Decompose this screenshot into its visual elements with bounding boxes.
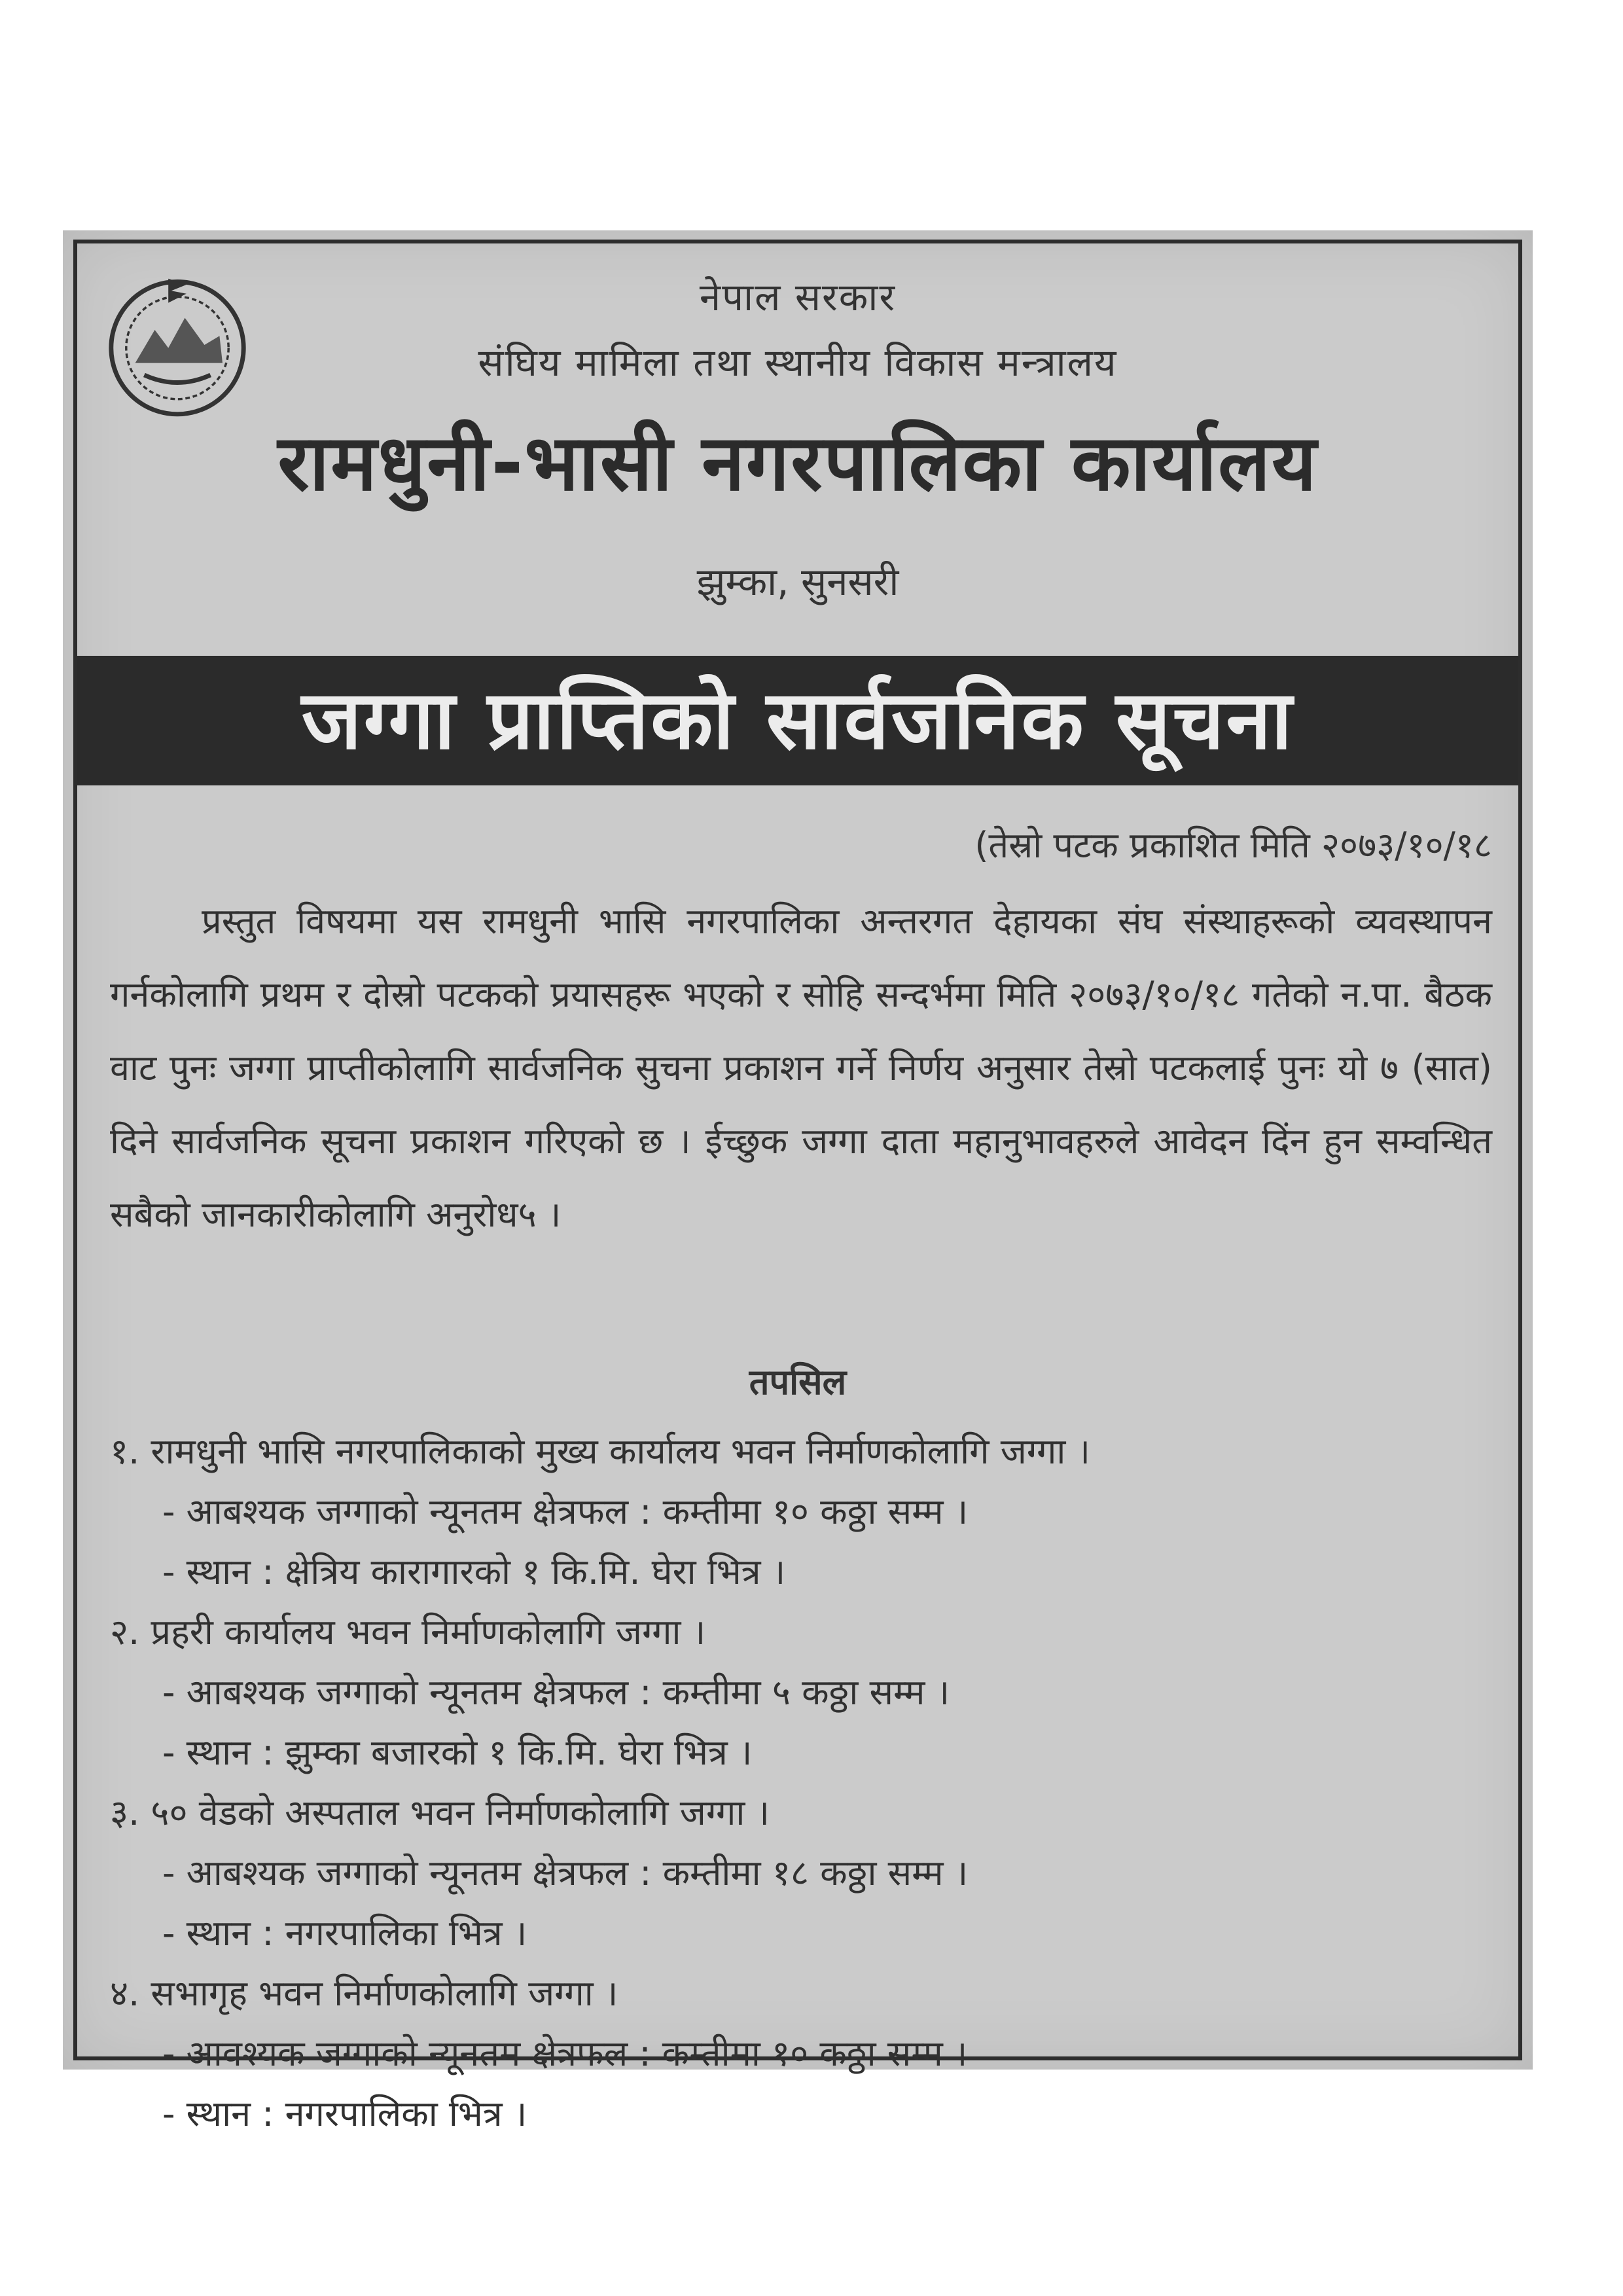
schedule-item-place: - स्थान : नगरपालिका भित्र । (110, 2084, 1492, 2144)
office-name: रामधुनी-भासी नगरपालिका कार्यालय (277, 418, 1318, 508)
schedule-item-area: - आबश्यक जग्गाको न्यूनतम क्षेत्रफल : कम्तीमा १० कठ्ठा सम्म । (110, 1482, 1492, 1542)
ministry-name: संघिय मामिला तथा स्थानीय विकास मन्त्रालय (478, 340, 1118, 385)
schedule-item-title: ३. ५० वेडको अस्पताल भवन निर्माणकोलागि जग्गा । (110, 1792, 770, 1833)
schedule-item-area: - आबश्यक जग्गाको न्यूनतम क्षेत्रफल : कम्तीमा ५ कठ्ठा सम्म । (110, 1662, 1492, 1723)
newspaper-clipping (63, 230, 1533, 2134)
notice-title: जग्गा प्राप्तिको सार्वजनिक सूचना (77, 656, 1518, 785)
schedule-heading: तपसिल (749, 1361, 847, 1403)
schedule-item-title: १. रामधुनी भासि नगरपालिकाको मुख्य कार्यालय भवन निर्माणकोलागि जग्गा । (110, 1431, 1090, 1472)
schedule-item-title: २. प्रहरी कार्यालय भवन निर्माणकोलागि जग्गा । (110, 1611, 706, 1653)
schedule-item-title: ४. सभागृह भवन निर्माणकोलागि जग्गा । (110, 1973, 618, 2014)
schedule-item-area: - आबश्यक जग्गाको न्यूनतम क्षेत्रफल : कम्तीमा १८ कठ्ठा सम्म । (110, 1843, 1492, 1903)
schedule-item-area: - आवश्यक जग्गाको न्यूनतम क्षेत्रफल : कम्तीमा १० कठ्ठा सम्म । (110, 2024, 1492, 2084)
schedule-item-place: - स्थान : झुम्का बजारको १ कि.मि. घेरा भित्र । (110, 1723, 1492, 1783)
office-location: झुम्का, सुनसरी (696, 560, 899, 604)
government-name: नेपाल सरकार (699, 275, 897, 319)
schedule-item-place: - स्थान : नगरपालिका भित्र । (110, 1903, 1492, 1964)
notice-body: प्रस्तुत विषयमा यस रामधुनी भासि नगरपालिका अन्तरगत देहायका संघ संस्थाहरूको व्यवस्थापन गर्नकोलागि प्रथम र दोस्रो पटकको प्रयासहरू भएको र सोहि सन्दर्भमा मिति २०७३/१०/१८ गतेको न.पा. बैठक वाट पुनः जग्गा प्राप्तीकोलागि सार्वजनिक सुचना प्रकाशन गर्ने निर्णय अनुसार तेस्रो पटकलाई पुनः यो ७ (सात) दिने सार्वजनिक सूचना प्रकाशन गरिएको छ । ईच्छुक जग्गा दाता महानुभावहरुले आवेदन दिंन हुन सम्वन्धित सबैको जानकारीकोलागि अनुरोध५ । (110, 901, 1492, 1235)
schedule-item-place: - स्थान : क्षेत्रिय कारागारको १ कि.मि. घेरा भित्र । (110, 1542, 1492, 1602)
schedule-list (110, 1422, 1492, 2144)
publication-date: (तेस्रो पटक प्रकाशित मिति २०७३/१०/१८ (974, 825, 1492, 866)
notice-frame (73, 240, 1522, 2134)
